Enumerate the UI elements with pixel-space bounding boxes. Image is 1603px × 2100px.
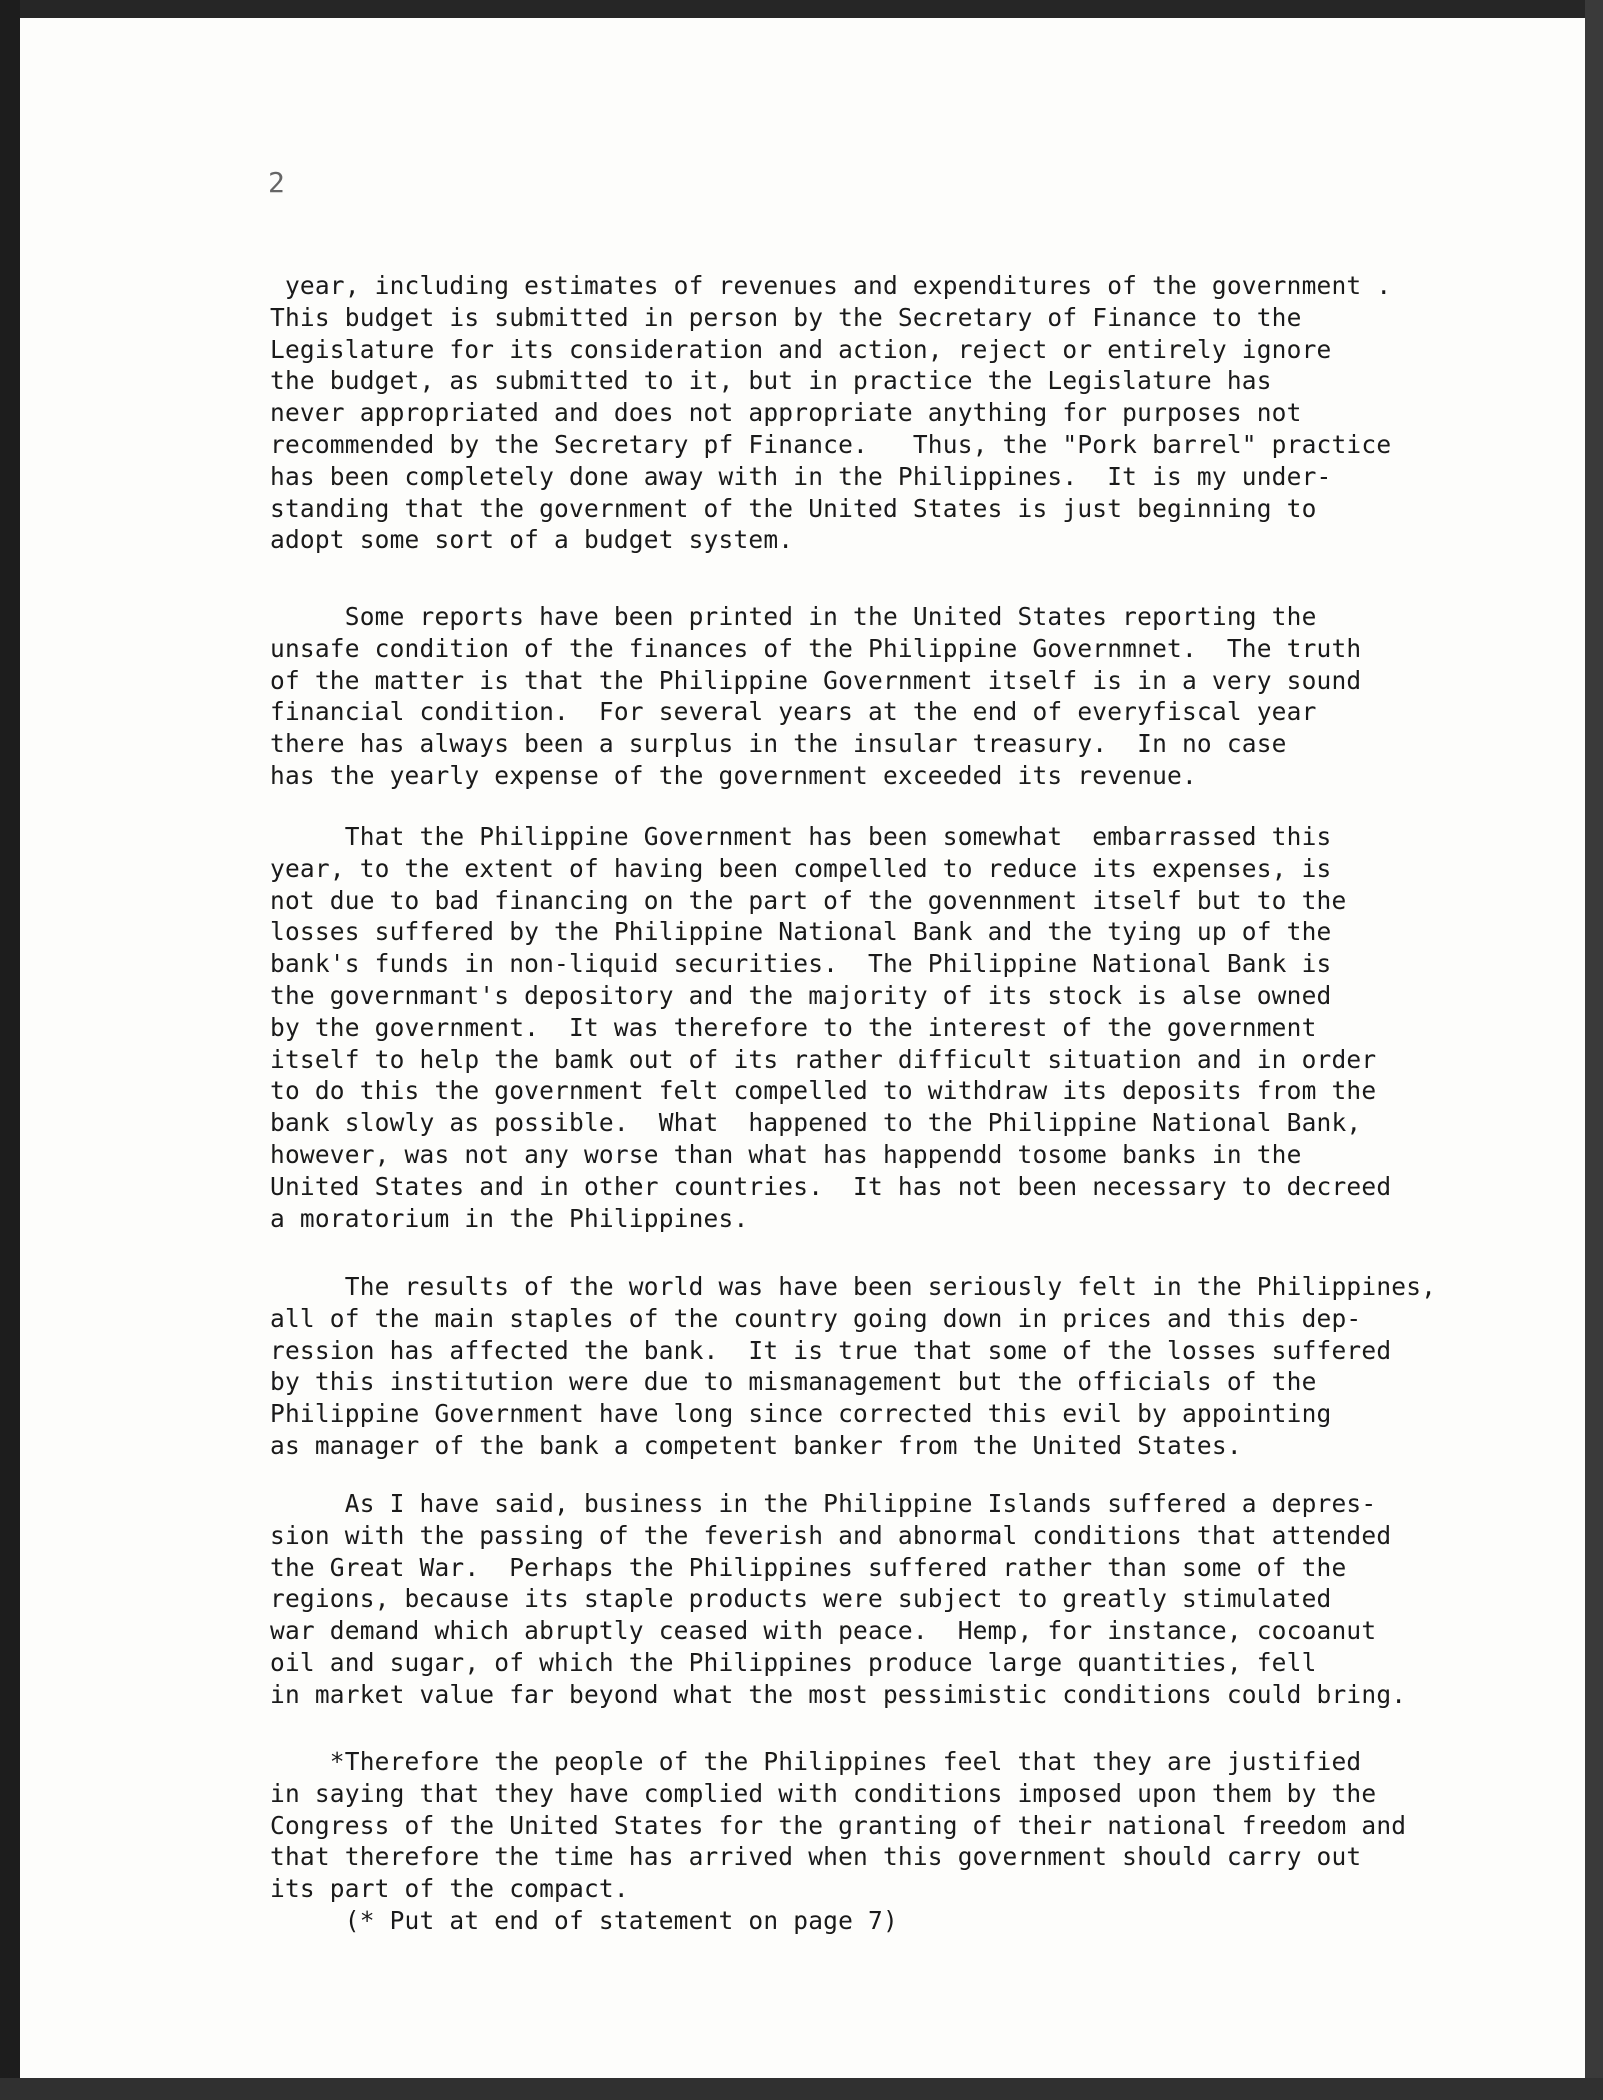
paragraph-national-bank: That the Philippine Government has been somewhat embarrassed this year, to the extent of having been compelled to reduce its expenses, is not due to bad financing on the part of the govennment itself but to the losses suffered by the Philippine National Bank and the tying up of the bank's funds in non-liquid securities. The Philippine National Bank is the governmant's depository and the majority of its stock is alse owned by the government. It was therefore to the interest of the government itself to help the bamk out of its rather difficult situation and in order to do this the government felt compelled to withdraw its deposits from the bank slowly as possible. What happened to the Philippine National Bank, however, was not any worse than what has happendd tosome banks in the United States and in other countries. It has not been necessary to decreed a moratorium in the Philippines. (270, 822, 1392, 1233)
footnote-instruction: (* Put at end of statement on page 7) (270, 1906, 898, 1935)
scan-frame-left (0, 0, 20, 2100)
paragraph-sound-finances: Some reports have been printed in the United States reporting the unsafe condition of the finances of the Philippine Governmnet. The truth of the matter is that the Philippine Government itself is in a very sound financial condition. For several years at the end of everyfiscal year there has always been a surplus in the insular treasury. In no case has the yearly expense of the government exceeded its revenue. (270, 602, 1362, 790)
scan-frame-right (1585, 0, 1603, 2100)
paragraph-world-war-effects: The results of the world was have been seriously felt in the Philippines, all of the main staples of the country going down in prices and this dep- ression has affected the bank. It is true that some of the losses suffered by this institution were due to mismanagement but the officials of the Philippine Government have long since corrected this evil by appointing as manager of the bank a competent banker from the United States. (270, 1272, 1437, 1460)
paragraph-budget-system: year, including estimates of revenues and expenditures of the government . This budget is submitted in person by the Secretary of Finance to the Legislature for its consideration and action, reject or entirely ignore the budget, as submitted to it, but in practice the Legislature has never appropriated and does not appropriate anything for purposes not recommended by the Secretary pf Finance. Thus, the "Pork barrel" practice has been completely done away with in the Philippines. It is my under- standing that the government of the United States is just beginning to adopt some sort of a budget system. (270, 271, 1392, 555)
paragraph-conclusion: *Therefore the people of the Philippines feel that they are justified in saying that they have complied with conditions imposed upon them by the Congress of the United States for the granting of their national freedom and that therefore the time has arrived when this government should carry out its part of the compact. (270, 1747, 1407, 1904)
scan-frame-bottom (0, 2078, 1603, 2100)
scan-frame-top (0, 0, 1603, 18)
paragraph-business-depression: As I have said, business in the Philippine Islands suffered a depres- sion with the passing of the feverish and abnormal conditions that attended the Great War. Perhaps the Philippines suffered rather than some of the regions, because its staple products were subject to greatly stimulated war demand which abruptly ceased with peace. Hemp, for instance, cocoanut oil and sugar, of which the Philippines produce large quantities, fell in market value far beyond what the most pessimistic conditions could bring. (270, 1489, 1407, 1709)
document-page (20, 18, 1585, 2078)
page-number: 2 (268, 166, 285, 199)
